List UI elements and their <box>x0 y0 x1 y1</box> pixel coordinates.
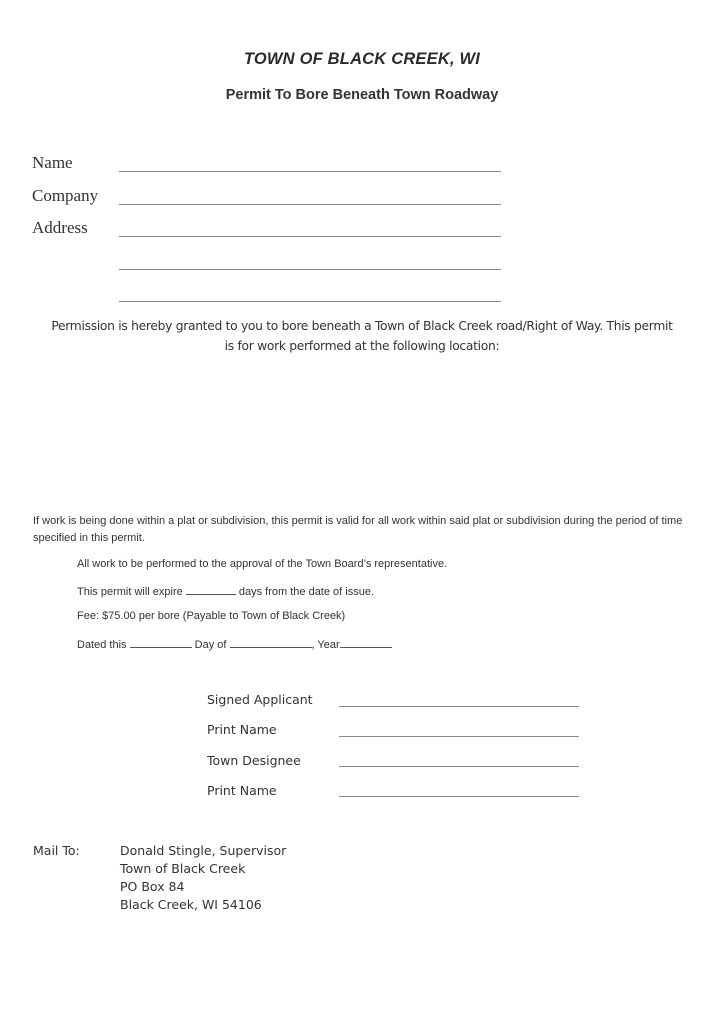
dated-day-of: Day of <box>194 639 227 651</box>
designee-print-name-label: Print Name <box>207 783 277 798</box>
mail-to-line: Donald Stingle, Supervisor <box>120 843 287 858</box>
address-label: Address <box>32 218 88 237</box>
mail-to-address <box>120 842 286 914</box>
applicant-print-name-label: Print Name <box>207 722 277 737</box>
expire-days-field[interactable] <box>186 584 236 595</box>
location-area[interactable] <box>33 370 693 500</box>
designee-print-name-field[interactable] <box>339 796 579 797</box>
company-field[interactable] <box>119 204 501 205</box>
dated-prefix: Dated this <box>77 639 127 651</box>
address-field-line-3[interactable] <box>119 301 501 302</box>
signed-applicant-label: Signed Applicant <box>207 692 313 707</box>
applicant-print-name-field[interactable] <box>339 736 579 737</box>
company-label: Company <box>32 186 99 205</box>
town-designee-label: Town Designee <box>207 753 301 768</box>
name-label: Name <box>32 153 73 172</box>
permission-line-2: is for work performed at the following location: <box>224 339 500 353</box>
dated-year-label: , Year <box>311 639 340 651</box>
approval-condition: All work to be performed to the approval of the Town Board’s representative. <box>77 558 448 570</box>
mail-to-label: Mail To: <box>33 843 80 858</box>
expire-suffix: days from the date of issue. <box>238 586 375 598</box>
town-designee-field[interactable] <box>339 766 579 767</box>
mail-to-line: Town of Black Creek <box>120 861 246 876</box>
town-title: TOWN OF BLACK CREEK, WI <box>243 50 481 68</box>
name-field[interactable] <box>119 171 501 172</box>
dated-year-field[interactable] <box>340 637 392 648</box>
permit-title: Permit To Bore Beneath Town Roadway <box>225 87 499 103</box>
permission-line-1: Permission is hereby granted to you to bore beneath a Town of Black Creek road/Right of Way. This permit <box>51 319 673 333</box>
mail-to-line: Black Creek, WI 54106 <box>120 897 262 912</box>
permission-paragraph <box>26 316 698 356</box>
expire-condition <box>77 584 374 598</box>
address-field-line-1[interactable] <box>119 236 501 237</box>
dated-month-field[interactable] <box>230 637 312 648</box>
signed-applicant-field[interactable] <box>339 706 579 707</box>
address-field-line-2[interactable] <box>119 269 501 270</box>
mail-to-line: PO Box 84 <box>120 879 185 894</box>
dated-line <box>77 637 392 651</box>
dated-day-field[interactable] <box>130 637 192 648</box>
expire-prefix: This permit will expire <box>77 586 183 598</box>
plat-notice: If work is being done within a plat or subdivision, this permit is valid for all work within said plat or subdivision during the period of time specified in this permit. <box>33 515 683 544</box>
fee-condition: Fee: $75.00 per bore (Payable to Town of Black Creek) <box>77 610 346 622</box>
